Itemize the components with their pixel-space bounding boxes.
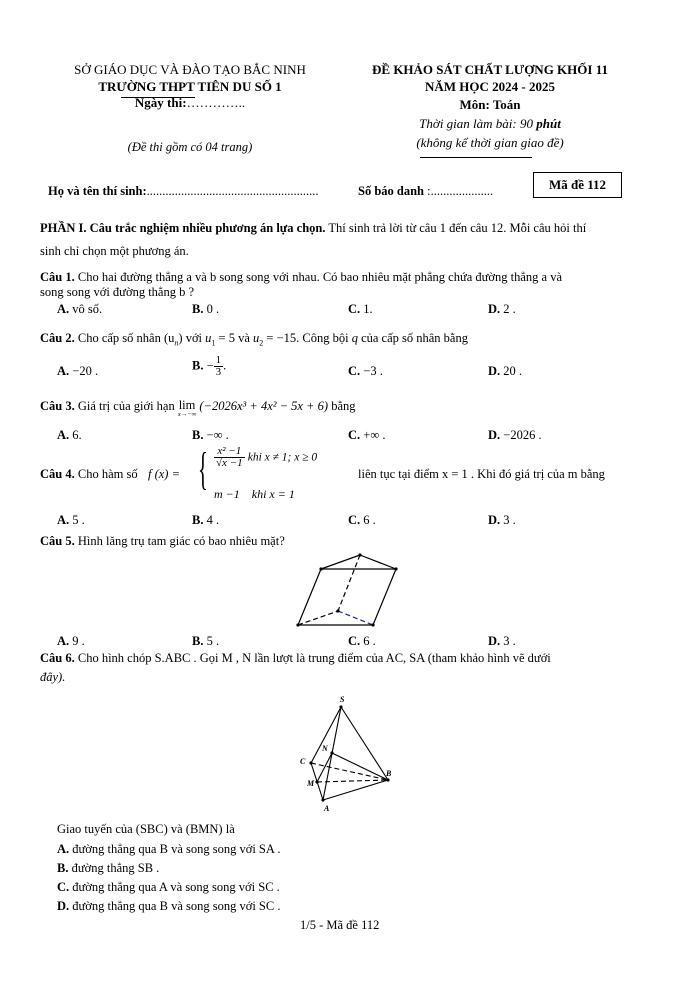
prism-vertex (319, 567, 322, 570)
subject: Môn: Toán (459, 97, 521, 112)
question-label: Câu 3. (40, 399, 75, 413)
piecewise-case-2: m −1 khi x = 1 (214, 487, 295, 501)
prism-hidden-edge (338, 611, 373, 625)
point-M (315, 780, 318, 783)
school-year: NĂM HỌC 2024 - 2025 (425, 79, 555, 94)
prism-edge (373, 569, 396, 625)
q1-option-d: D. 2 . (488, 302, 516, 316)
prism-edge (321, 555, 360, 569)
q3-option-c: C. +∞ . (348, 428, 386, 442)
question-5: Câu 5. Hình lăng trụ tam giác có bao nhiêu mặt? (40, 534, 285, 548)
student-name-label: Họ và tên thí sinh: (48, 184, 147, 198)
question-2: Câu 2. Cho cấp số nhân $(u_n)$ với $u_1 = 5$ và $u_2 = -15$. Công bội q của cấp số nhân bằng (40, 331, 468, 348)
pyramid-figure (280, 690, 410, 815)
label-C: C (300, 757, 306, 766)
prism-vertex (296, 623, 299, 626)
q1-option-c: C. 1. (348, 302, 373, 316)
section-heading (40, 221, 586, 236)
prism-edge (298, 569, 321, 625)
piecewise-brace: { (198, 443, 208, 494)
student-name-row (48, 184, 319, 199)
question-1 (40, 270, 562, 285)
prism-vertex (358, 553, 361, 556)
q6-option-b: B. đường thẳng SB . (57, 861, 160, 875)
question-label: Câu 2. (40, 331, 75, 345)
triangular-prism-figure (280, 545, 420, 635)
prism-hidden-edge (338, 555, 360, 611)
header-underline (420, 157, 532, 158)
piecewise-case-1: $\frac{\text{x² −1}}{√x -1}$ khi x ≠ 1; x ≥ 0 (216, 445, 318, 469)
q2-option-a: A. −20 . (57, 364, 99, 378)
q3-option-a: A. 6. (57, 428, 82, 442)
q5-option-c: C. 6 . (348, 634, 376, 648)
fraction: $\frac{1}{3}$ (215, 354, 222, 378)
question-text: Cho hai đường thẳng a và b song song với nhau. Có bao nhiêu mặt phẳng chứa đường thẳng a và (74, 270, 563, 284)
prism-vertex (394, 567, 397, 570)
pyramid-edge-AB (323, 780, 388, 800)
q3-option-b: B. −∞ . (192, 428, 229, 442)
section-instruction-1: Thí sinh trả lời từ câu 1 đến câu 12. Mỗi câu hỏi thí (325, 221, 587, 235)
label-S: S (340, 695, 345, 704)
question-label: Câu 6. (40, 651, 75, 665)
prism-hidden-edge (298, 611, 338, 625)
prism-vertex (336, 609, 339, 612)
question-3: Câu 3. Giá trị của giới hạn lim x→−∞ (−2026x³ + 4x² − 5x + 6) bằng (40, 398, 356, 418)
vertex-A (321, 798, 324, 801)
point-N (330, 751, 333, 754)
q4-option-c: C. 6 . (348, 513, 376, 527)
vertex-S (339, 705, 342, 708)
q1-option-b: B. 0 . (192, 302, 220, 316)
q6-option-c: C. đường thẳng qua A và song song với SC . (57, 880, 280, 894)
section-instruction-2: sinh chỉ chọn một phương án. (40, 244, 189, 258)
q3-option-d: D. −2026 . (488, 428, 542, 442)
student-id-row (358, 184, 493, 199)
page-count-note: (Đề thi gồm có 04 trang) (127, 140, 253, 154)
q6-option-d: D. đường thẳng qua B và song song với SC . (57, 899, 281, 913)
exam-date-label: Ngày thi: (134, 95, 187, 110)
exam-duration (340, 116, 640, 132)
section-title: PHẦN I. Câu trắc nghiệm nhiều phương án lựa chọn. (40, 221, 326, 235)
q4-option-a: A. 5 . (57, 513, 85, 527)
q4-option-d: D. 3 . (488, 513, 516, 527)
vertex-C (309, 761, 312, 764)
question-label: Câu 1. (40, 270, 75, 284)
department-name: SỞ GIÁO DỤC VÀ ĐÀO TẠO BẮC NINH (74, 62, 306, 77)
q2-option-d: D. 20 . (488, 364, 523, 378)
duration-label: Thời gian làm bài: 90 (419, 116, 537, 131)
question-4-label: Câu 4. Cho hàm số (40, 467, 138, 481)
vertex-B (386, 778, 389, 781)
exam-code-box: Mã đề 112 (533, 172, 622, 198)
q5-option-a: A. 9 . (57, 634, 85, 648)
student-id-field[interactable]: :.................... (427, 184, 494, 198)
question-4-text: liên tục tại điểm x = 1 . Khi đó giá trị của m bằng (358, 467, 605, 481)
prism-vertex (371, 623, 374, 626)
label-B: B (386, 769, 392, 778)
segment-MB-hidden (317, 780, 388, 782)
exam-date-value: ………….. (186, 95, 246, 110)
q1-option-a: A. vô số. (57, 302, 103, 316)
school-name: TRƯỜNG THPT TIÊN DU SỐ 1 (98, 79, 282, 94)
question-6-prompt: Giao tuyến của (SBC) và (BMN) là (57, 822, 235, 836)
duration-note: (không kể thời gian giao đề) (416, 135, 564, 150)
label-N: N (322, 744, 328, 753)
q2-option-b: B. − $\frac{1}{3}$ . (192, 354, 227, 378)
question-label: Câu 5. (40, 534, 75, 548)
exam-date (40, 95, 340, 111)
q2-option-c: C. −3 . (348, 364, 383, 378)
label-M: M (307, 779, 315, 788)
duration-unit: phút (536, 116, 561, 131)
label-A: A (324, 804, 330, 813)
question-6: Câu 6. Cho hình chóp S.ABC . Gọi M , N lần lượt là trung điểm của AC, SA (tham khảo hình vẽ dưới (40, 651, 551, 665)
question-6-line2: đây). (40, 670, 66, 684)
page-footer: 1/5 - Mã đề 112 (300, 918, 380, 932)
q4-option-b: B. 4 . (192, 513, 220, 527)
q5-option-b: B. 5 . (192, 634, 220, 648)
prism-edge (360, 555, 396, 569)
student-name-field[interactable]: ....................................................... (146, 184, 319, 198)
question-1-line2: song song với đường thẳng b ? (40, 285, 195, 299)
student-id-label: Số báo danh (358, 184, 425, 198)
q6-option-a: A. đường thẳng qua B và song song với SA . (57, 842, 281, 856)
function-name: f (x) = (148, 467, 181, 481)
exam-title: ĐỀ KHẢO SÁT CHẤT LƯỢNG KHỐI 11 (372, 62, 608, 77)
q5-option-d: D. 3 . (488, 634, 516, 648)
